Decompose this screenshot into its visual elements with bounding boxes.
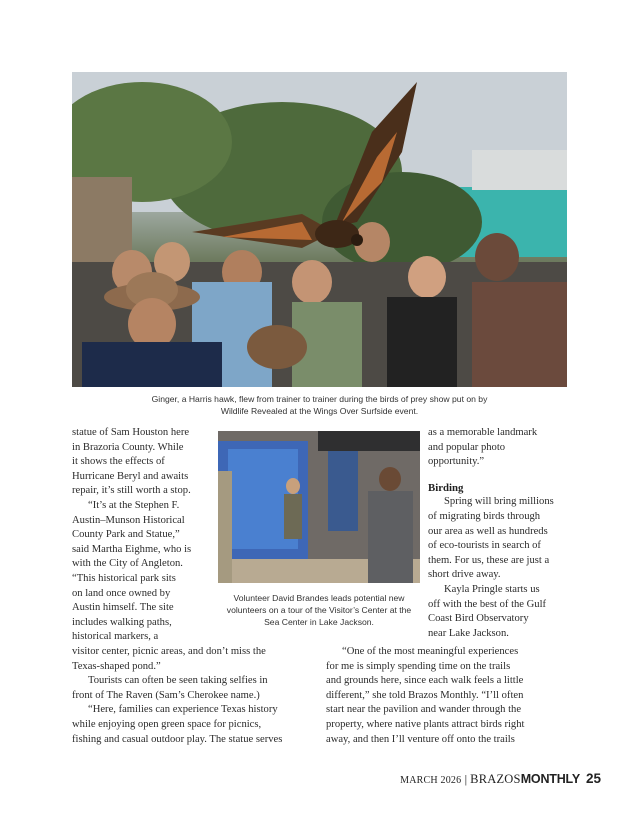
paragraph: “One of the most meaningful experiences for me is simply spending time on the trails and grounds here, since each walk feels a little different,” she told Brazos Monthly. “I’ll often start near the pavilion and wander through the property, where native plants attract birds right away, and then I’ll venture off onto the trails — [326, 646, 525, 745]
inset-caption-line: volunteers on a tour of the Visitor’s Center at the — [226, 605, 412, 615]
paragraph: visitor center, picnic areas, and don’t miss the Texas-shaped pond.” — [72, 646, 266, 672]
inset-caption — [212, 592, 426, 628]
paragraph: “It’s at the Stephen F. Austin–Munson Historical County Park and Statue,” said Martha Eighme, who is with the City of Angleton. “This historical park sits on land once owned by Austin himself. The site includes walking paths, historical markers, a — [72, 499, 192, 643]
visitor-center-illustration — [218, 431, 420, 583]
paragraph: as a memorable landmark and popular photo opportunity.” — [428, 427, 538, 468]
brand-brazos: BRAZOS — [470, 772, 521, 786]
paragraph: statue of Sam Houston here in Brazoria County. While it shows the effects of Hurricane Beryl and awaits repair, it’s still worth a stop. — [72, 427, 191, 497]
magazine-name — [470, 770, 580, 788]
footer-separator: | — [464, 774, 468, 786]
paragraph: “Here, families can experience Texas history while enjoying open green space for picnics, fishing and casual outdoor play. The statue serves — [72, 704, 283, 745]
hero-photo — [72, 72, 567, 387]
page-number: 25 — [585, 771, 601, 786]
inset-caption-line: Sea Center in Lake Jackson. — [264, 617, 374, 627]
inset-caption-line: Volunteer David Brandes leads potential new — [233, 593, 405, 603]
hero-caption-line: Ginger, a Harris hawk, flew from trainer to trainer during the birds of prey show put on by — [151, 394, 488, 404]
paragraph: Tourists can often be seen taking selfies in front of The Raven (Sam’s Cherokee name.) — [72, 675, 268, 701]
left-column — [72, 426, 217, 645]
page-footer — [400, 770, 601, 784]
right-column — [428, 426, 573, 641]
left-continuation — [72, 645, 322, 747]
brand-monthly: MONTHLY — [520, 772, 580, 786]
hero-caption-line: Wildlife Revealed at the Wings Over Surfside event. — [220, 406, 419, 416]
section-heading: Birding — [428, 481, 464, 494]
paragraph: Kayla Pringle starts us off with the best of the Gulf Coast Bird Observatory near Lake Jackson. — [428, 583, 547, 639]
inset-photo — [218, 431, 420, 583]
hawk-show-illustration — [72, 72, 567, 387]
issue-date: MARCH 2026 — [400, 775, 462, 786]
hero-caption — [72, 393, 567, 417]
paragraph: Spring will bring millions of migrating birds through our area as well as hundreds of eco-tourists in search of them. For us, these are just a short drive away. — [428, 496, 554, 581]
right-continuation — [326, 645, 571, 747]
